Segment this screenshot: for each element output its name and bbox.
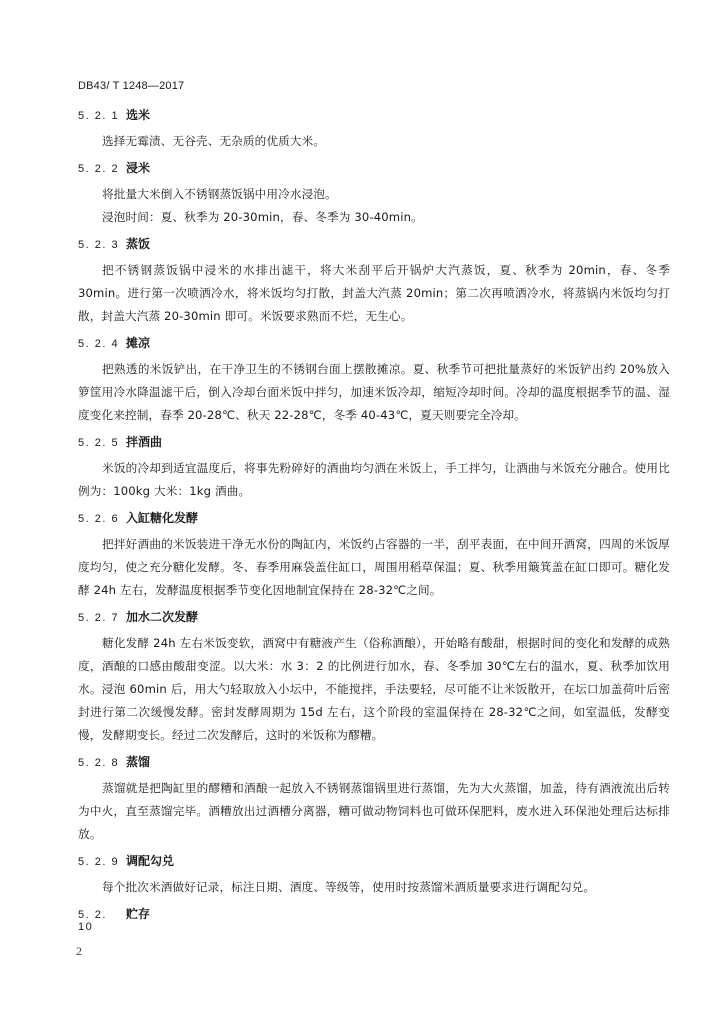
section-heading	[78, 608, 670, 626]
section-paragraph: 把拌好酒曲的米饭装进干净无水份的陶缸内，米饭约占容器的一半，刮平表面，在中间开酒窝，四周的米饭厚度均匀，使之充分糖化发酵。冬、春季用麻袋盖住缸口，周围用稻草保温；夏、秋季用簸箕盖在缸口即可。糖化发酵 24h 左右，发酵温度根据季节变化因地制宜保持在 28-32℃之间。	[78, 537, 670, 597]
section-paragraph: 蒸馏就是把陶缸里的醪糟和酒酿一起放入不锈钢蒸馏锅里进行蒸馏，先为大火蒸馏，加盖，待有酒液流出后转为中火，直至蒸馏完毕。酒糟放出过酒槽分离器，糟可做动物饲料也可做环保肥料，废水进入环保池处理后达标排放。	[78, 781, 670, 841]
section	[78, 753, 670, 846]
section-title: 蒸馏	[126, 755, 151, 769]
section-title: 蒸饭	[126, 237, 151, 251]
section-paragraph: 把熟透的米饭铲出，在干净卫生的不锈钢台面上摆散摊凉。夏、秋季节可把批量蒸好的米饭铲出约 20%放入箩筐用冷水降温滤干后，倒入冷却台面米饭中拌匀，加速米饭冷却，缩短冷却时间。冷却的温度根据季节的温、湿度变化来控制，春季 20-28℃、秋天 22-28℃，冬季 40-43℃，夏天则要完全冷却。	[78, 362, 670, 422]
section-heading	[78, 852, 670, 870]
section	[78, 433, 670, 503]
section-heading	[78, 235, 670, 253]
section-title: 贮存	[126, 907, 151, 921]
section-heading	[78, 159, 670, 177]
section-number: 5. 2. 7	[78, 612, 120, 624]
section-title: 选米	[126, 108, 151, 122]
section-number: 5. 2. 5	[78, 437, 120, 449]
section-number: 5. 2. 2	[78, 163, 120, 175]
section-number: 5. 2. 10	[78, 909, 107, 933]
section-title: 加水二次发酵	[126, 610, 199, 624]
section	[78, 334, 670, 427]
header-rule	[78, 96, 668, 97]
section-paragraph: 每个批次米酒做好记录，标注日期、酒度、等级等，使用时按蒸馏米酒质量要求进行调配勾兑。	[102, 880, 596, 894]
section	[78, 235, 670, 328]
section	[78, 905, 670, 933]
section-paragraph: 糖化发酵 24h 左右米饭变软，酒窝中有糖液产生（俗称酒酿），开始略有酸甜，根据时间的变化和发酵的成熟度，酒酿的口感由酸甜变涩。以大米：水 3：2 的比例进行加水，春、冬季加 30℃左右的温水，夏、秋季加饮用水。浸泡 60min 后，用大勺轻取放入小坛中，不能搅拌，手法要轻，尽可能不让米饭散开，在坛口加盖荷叶后密封进行第二次缓慢发酵。密封发酵周期为 15d 左右，这个阶段的室温保持在 28-32℃之间，如室温低，发酵变慢，发酵期变长。经过二次发酵后，这时的米饭称为醪糟。	[78, 636, 670, 742]
section-title: 摊凉	[126, 336, 151, 350]
section-heading	[78, 905, 670, 933]
section-paragraph: 米饭的冷却到适宜温度后，将事先粉碎好的酒曲均匀洒在米饭上，手工拌匀，让酒曲与米饭充分融合。使用比例为：100kg 大米：1kg 酒曲。	[78, 461, 670, 498]
section-paragraph: 将批量大米倒入不锈钢蒸饭锅中用冷水浸泡。	[102, 187, 337, 201]
section	[78, 106, 670, 153]
section	[78, 852, 670, 899]
section-heading	[78, 334, 670, 352]
section-heading	[78, 106, 670, 124]
section-number: 5. 2. 1	[78, 110, 120, 122]
section-number: 5. 2. 6	[78, 513, 120, 525]
document-body	[78, 100, 670, 933]
page-number: 2	[76, 944, 82, 958]
section-title: 入缸糖化发酵	[126, 511, 199, 525]
section	[78, 509, 670, 602]
standard-code-header: DB43/ T 1248—2017	[78, 80, 185, 92]
section-paragraph: 浸泡时间：夏、秋季为 20-30min，春、冬季为 30-40min。	[102, 210, 423, 224]
section-number: 5. 2. 3	[78, 239, 120, 251]
section-title: 拌酒曲	[126, 435, 163, 449]
section-title: 浸米	[126, 161, 151, 175]
section-paragraph: 选择无霉渍、无谷壳、无杂质的优质大米。	[102, 134, 326, 148]
section-heading	[78, 433, 670, 451]
section-number: 5. 2. 4	[78, 338, 120, 350]
section-paragraph: 把不锈钢蒸饭锅中浸米的水排出滤干，将大米刮平后开锅炉大汽蒸饭，夏、秋季为 20min，春、冬季 30min。进行第一次喷洒冷水，将米饭均匀打散，封盖大汽蒸 20min；第二次再喷洒冷水，将蒸锅内米饭均匀打散，封盖大汽蒸 20-30min 即可。米饭要求熟而不烂，无生心。	[78, 263, 670, 323]
section-number: 5. 2. 8	[78, 757, 120, 769]
section	[78, 608, 670, 747]
section-heading	[78, 509, 670, 527]
section-title: 调配勾兑	[126, 854, 175, 868]
section-heading	[78, 753, 670, 771]
section	[78, 159, 670, 229]
section-number: 5. 2. 9	[78, 856, 120, 868]
